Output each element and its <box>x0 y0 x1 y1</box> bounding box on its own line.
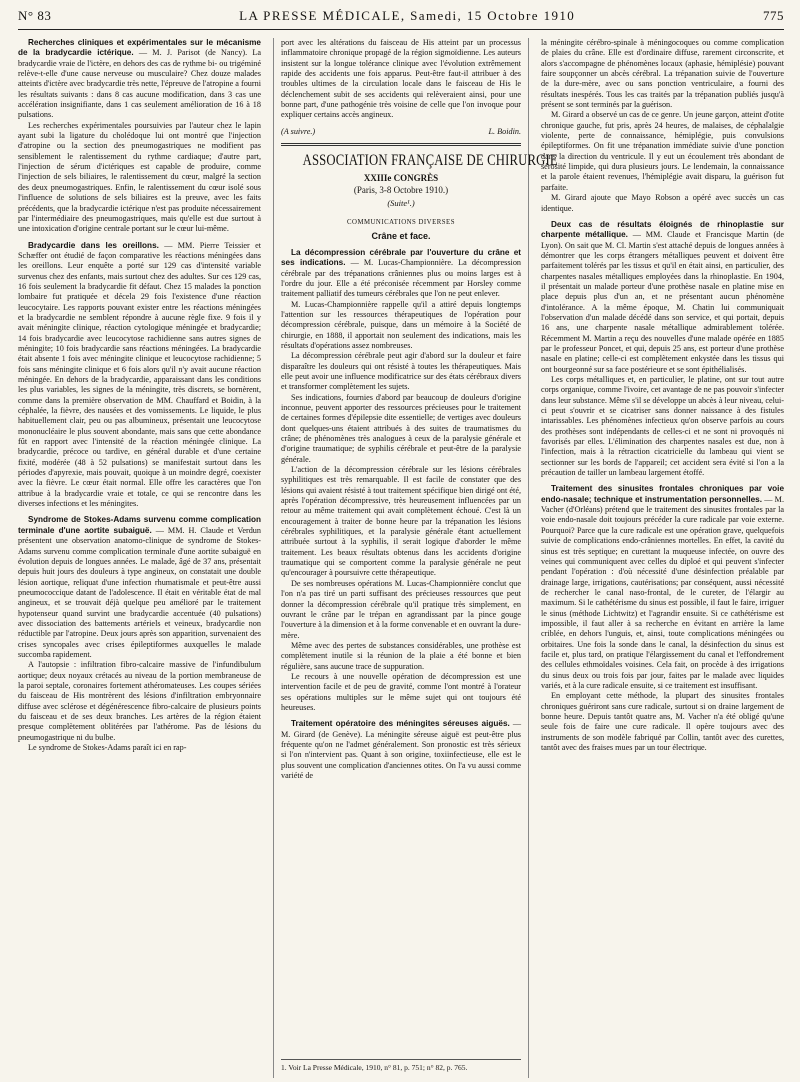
article-paragraph: Traitement des sinusites frontales chroniques par voie endo-nasale; technique et instrumentation personnelles. — M. Vacher (d'Orléans) prétend que le traitement des sinusites frontales par la voie endo-nasale doit toujours précéder la cure radicale par voie externe. Pourquoi? Parce que la cure radicale est une opération grave, quelquefois suivie de complications endo-crâniennes mortelles. En effet, la cavité du sinus est très septique; en curettant la muqueuse infectée, on ouvre des veines qui communiquent avec celles du diploé et qui peuvent s'infecter pendant l'opération : d'où nécessité d'une désinfection préalable par drainage large, irrigations, cautérisations; par conséquent, aussi nécessité de rechercher le canal naso-frontal, de le cureter, de l'élargir au maximum. Si le cathétérisme du sinus est possible, il faut le faire, irriguer le sinus (méthode Lichtwitz) et l'agrandir ensuite. Si ce cathétérisme est impossible, il faut aller à sa recherche en évitant en arrière la lame criblée, en dehors l'unguis, et, ainsi, toute complications méningées ou orbitaires. Une fois la sonde dans le canal, la désinfection du sinus est facile et, plus tard, on pratique l'élargissement du canal et l'effondrement des cellules ethmoïdales voisines. Cela fait, on procède à des irrigations du sinus deux ou trois fois par jour, faites par le malade avec liquides variés, et à la cure radicale ensuite, si ce traitement est insuffisant. <box>541 484 784 690</box>
column-left <box>18 38 261 1078</box>
article-title: Traitement des sinusites frontales chroniques par voie endo-nasale; technique et instrumentation personnelles. <box>541 484 784 504</box>
column-middle <box>273 38 558 1078</box>
article-paragraph: M. Girard a observé un cas de ce genre. Un jeune garçon, atteint d'otite chronique gauche, fut pris, après 24 heures, de malaises, de céphalalgie violente, perte de connaissance, hémiplégie, puis convulsions épileptiformes. On fit une trépanation immédiate suivie d'une ponction dans la direction du ventricule. Il y eut un écoulement très abondant de sérosité limpide, qui dura plusieurs jours. Le lendemain, la connaissance et la parole étaient revenues, l'hémiplégie avait disparu, la guérison fut parfaite. <box>541 110 784 192</box>
article-paragraph: Syndrome de Stokes-Adams survenu comme complication terminale d'une aortite subaiguë. — MM. H. Claude et Verdun présentent une observation anatomo-clinique de syndrome de Stokes-Adams survenu comme complication terminale d'une aortite subaiguë en évolution depuis de longues années. Le malade, âgé de 37 ans, présentait depuis huit jours des douleurs à type angineux, on constatait une double lésion aortique, reliquat d'une infection rhumatismale et peut-être aussi pneumococcique datant de l'adolescence. Il était en véritable état de mal angineux, et se trouvait déjà quelque peu amélioré par le traitement hypotenseur quand survint une bradycardie accentuée (40 pulsations) avec dissociation des battements artériels et veineux, bradycardie non réductible par l'atropine. Deux jours après son apparition, survenaient des crises syncopales avec crises épileptiformes auxquelles le malade succomba rapidement. <box>18 515 261 659</box>
article-title: Deux cas de résultats éloignés de rhinoplastie sur charpente métallique. <box>541 219 784 240</box>
article-paragraph: Traitement opératoire des méningites séreuses aiguës. — M. Girard (de Genève). La méningite séreuse aiguë est peut-être plus fréquente qu'on ne l'admet généralement. Son pronostic est très sérieux si l'on n'intervient pas. Quant à son origine, toxiinfectieuse, elle est le plus souvent une complication d'anciennes otites. On l'a vu aussi comme variété de <box>281 719 521 780</box>
association-title: ASSOCIATION FRANÇAISE DE CHIRURGIE <box>302 152 558 170</box>
text-columns <box>18 38 784 1078</box>
article-title: Recherches cliniques et expérimentales sur le mécanisme de la bradycardie ictérique. <box>18 38 261 58</box>
article-title: Traitement opératoire des méningites séreuses aiguës. <box>291 719 510 729</box>
article-paragraph: Ses indications, fournies d'abord par beaucoup de douleurs d'origine inconnue, peuvent apporter des ressources précieuses pour le traitement de certaines formes d'épilepsie dite essentielle; de vertiges avec douleurs dont quelques-uns étaient attribués à des suites de traumatismes du crâne; de phénomènes très analogues à ceux de la paralysie générale et d'origine traumatique; de syphilis cérébrale et peut-être de la paralysie générale. <box>281 392 521 464</box>
article-paragraph: M. Girard ajoute que Mayo Robson a opéré avec succès un cas identique. <box>541 193 784 213</box>
author-signature: L. Boidin. <box>488 126 521 136</box>
article-paragraph: port avec les altérations du faisceau de His atteint par un processus inflammatoire chronique propagé de la région sigmoïdienne. Les auteurs insistent sur la longue tolérance clinique avec l'évolution extrêmement rapide des accidents une fois apparus. Peut-être faut-il attribuer à des troubles ultimes de la circulation locale dans le faisceau de His le déclenchement subit de ses accidents qui relèveraient ainsi, pour une bonne part, d'une pathogénie très voisine de celle que l'on invoque pour expliquer certains accès angineux. <box>281 38 521 120</box>
article-paragraph: Les recherches expérimentales poursuivies par l'auteur chez le lapin ayant subi la ligature du cholédoque lui ont montré que l'injection d'atropine ou la section des pneumogastriques ne modifient pas sensiblement le ralentissement du rythme cardiaque; d'autre part, l'injection de sérum d'ictériques est capable de produire, comme l'injection de sels biliaires, le ralentissement du cœur, malgré la section des deux pneumogastriques. Enfin, le ralentissement du cœur isolé sous l'influence de solutions de sels biliaires est la preuve, avec les faits précédents, que la bradycardie ictérique n'est pas produite nécessairement par l'intermédiaire des pneumogastriques, mais qu'elle est due surtout à une intoxication d'origine centrale portant sur le cœur lui-même. <box>18 120 261 234</box>
journal-title: LA PRESSE MÉDICALE, Samedi, 15 Octobre 1910 <box>239 8 576 23</box>
article-paragraph: L'action de la décompression cérébrale sur les lésions cérébrales syphilitiques est très remarquable. Il est facile de constater que des lésions qui avaient résisté à tout traitement spécifique bien dirigé ont été, après l'opération décompressive, très heureusement influencées par un retour au même traitement qui avait complètement échoué. C'est là un encouragement à traiter de bonne heure par la trépanation les lésions cérébrales syphilitiques, et la paralysie générale étant actuellement attribuée surtout à la syphilis, il serait logique d'aborder le même traitement. Les beaux résultats obtenus dans les accidents d'origine traumatique qui se comportent comme la paralysie générale ne peut qu'encourager à poursuivre cette thérapeutique. <box>281 465 521 578</box>
article-paragraph: La décompression cérébrale peut agir d'abord sur la douleur et faire disparaître les douleurs qui ont résisté à toutes les thérapeutiques. Mais elle peut avoir une influence modificatrice sur des états cérébraux divers et transformer complètement les sujets. <box>281 351 521 392</box>
article-paragraph: Le recours à une nouvelle opération de décompression est une intervention facile et de peu de gravité, comme l'ont montré à l'orateur ses opérations multiples sur le même sujet qui ont toujours été heureuses. <box>281 671 521 712</box>
congress-number: XXIIIe CONGRÈS <box>363 173 439 184</box>
article-paragraph: En employant cette méthode, la plupart des sinusites frontales chroniques guériront sans cure radicale, surtout si on draine largement de bonne heure. Depuis tantôt quatre ans, M. Vacher n'a été obligé qu'une seule fois de faire une cure radicale. Il opère toujours avec des instruments de son modèle fabriqué par Collin, tantôt avec des curettes, tantôt avec des fraises mues par un tour électrique. <box>541 691 784 753</box>
page-header <box>18 8 784 30</box>
article-paragraph: Les corps métalliques et, en particulier, le platine, ont sur tout autre corps organique, comme l'ivoire, cet avantage de ne pas pouvoir s'infecter dans leur substance. Même s'il se développe un abcès à leur niveau, celui-ci peut s'ouvrir et se cicatriser sans donner naissance à des fistules intarissables. Les phénomènes infectieux qu'on observe parfois au cours des prothèses sont indépendants de celles-ci et ne sont ni provoqués ni favorisés par elles. L'élimination des charpentes nasales est due, non à l'infection, mais à la rétraction cicatricielle du lambeau qui vient se sectionner sur les bords de l'appareil; cet accident sera évité si l'on a la précaution de tailler un lambeau largement étoffé. <box>541 375 784 478</box>
article-paragraph: M. Lucas-Championnière rappelle qu'il a attiré depuis longtemps l'attention sur les ressources thérapeutiques de l'opération pour décompression cérébrale, puisque, dans un mémoire à la Société de chirurgie, en 1888, il apportait non seulement des indications, mais les résultats d'opérations assez nombreuses. <box>281 299 521 350</box>
article-paragraph: Bradycardie dans les oreillons. — MM. Pierre Teissier et Schæffer ont étudié de façon comparative les réactions méningées dans les oreillons. Leur enquête a porté sur 129 cas d'intensité variable survenus chez des enfants, mais surtout chez des adultes. Sur ces 129 cas, 16 fois seulement la bradycardie fit défaut. Chez 15 malades la ponction lombaire fut pratiquée et décela 29 fois l'existence d'une réaction leucocytaire. Les rapports pouvant exister entre les réactions méningées et la bradycardie ne semblent répondre à aucune règle fixe. 9 fois il y avait méningite clinique, réaction cytologique méningée et bradycardie; 14 fois bradycardie avec leucocytose rachidienne sans autres signes de méningite; 10 fois bradycardie sans réactions méningées. La bradycardie était absente 1 fois avec méningite clinique et leucocytose rachidienne; 5 fois sans méningite clinique et 6 fois alors qu'il n'y avait aucune réaction méningée. En dehors de la bradycardie, apparaissant dans les conditions les plus variables, les signes de la méningite, très discrets, se bornèrent, comme dans la première observation de MM. Chauffard et Boidin, à la céphalée, la fièvre, des nausées et des vomissements. Le liquide, le plus habituellement clair, peu ou pas albumineux, présentait une leucocytose mononucléaire le plus souvent abondante, mais sans que cette abondance fût en rapport avec l'intensité de la réaction méningée clinique. La bradycardie, précoce ou tardive, en général durable et d'une certaine fixité, modérée (48 à 52 pulsations) se manifestait surtout dans les périodes d'apyrexie, mais pouvait, quoique à un moindre degré, coexister avec la fièvre. Le cœur était normal. Elle offre les caractères que l'on attribue à la bradycardie vraie et totale, ce qui se rencontre dans les diverses infections et les méningites. <box>18 240 262 509</box>
article-title: La décompression cérébrale par l'ouverture du crâne et ses indications. <box>281 247 521 268</box>
to-be-continued: (A suivre.) <box>281 126 316 136</box>
article-paragraph: la méningite cérébro-spinale à méningocoques ou comme complication de plaies du crâne. Elle est d'ordinaire diffuse, rarement circonscrite, et alors s'accompagne de phénomènes locaux (aphasie, hémiplésie) pouvant faire soupçonner un abcès cérébral. La trépanation suivie de l'ouverture de la dure-mère, avec ou sans ponction ventriculaire, a fourni des résultats inespérés. Tous les cas traités par la trépanation publiés jusqu'à présent se sont terminés par la guérison. <box>541 38 784 110</box>
congress-dates: (Paris, 3-8 Octobre 1910.) <box>353 185 449 196</box>
article-title: Syndrome de Stokes-Adams survenu comme complication terminale d'une aortite subaiguë. <box>18 515 261 535</box>
issue-number: N° 83 <box>18 8 52 23</box>
section-divider <box>281 143 521 146</box>
association-heading <box>281 152 558 208</box>
page-number: 775 <box>762 8 784 23</box>
column-right <box>541 38 784 1078</box>
article-title: Bradycardie dans les oreillons. <box>28 240 159 250</box>
signature-line <box>281 127 521 137</box>
article-paragraph: Le syndrome de Stokes-Adams paraît ici en rap- <box>28 743 187 753</box>
article-paragraph: La décompression cérébrale par l'ouverture du crâne et ses indications. — M. Lucas-Championnière. La décompression cérébrale par des trépanations crâniennes plus ou moins larges est à l'ordre du jour. Elle a été préconisée récemment par Horsley comme traitement palliatif des tumeurs cérébrales que l'on ne peut enlever. <box>281 247 522 299</box>
article-paragraph: Recherches cliniques et expérimentales sur le mécanisme de la bradycardie ictérique. — M. J. Parisot (de Nancy). La bradycardie vraie de l'ictère, en dehors des cas de rythme bi- ou trigéminé relève-t-elle d'une cause nerveuse ou musculaire? Chez douze malades atteints d'ictère avec bradycardie très nette, l'épreuve de l'atropine a fourni les résultats suivants : dans 8 cas aucune modification, dans 3 cas une accélération insignifiante, dans 1 cas seulement amélioration de 16 à 18 pulsations. <box>18 38 262 120</box>
article-paragraph: Deux cas de résultats éloignés de rhinoplastie sur charpente métallique. — MM. Claude et Francisque Martin (de Lyon). On sait que M. Cl. Martin s'est attaché depuis de longues années à démontrer que les corps étrangers métalliques peuvent et doivent être parfaitement tolérés par les tissus et qu'il en était ainsi, en particulier, des charpentes nasales métalliques employées dans la rhinoplastie. En 1904, il présentait un malade porteur d'une prothèse nasale en platine mise en place depuis plus d'un an, et ne présentant aucun phénomène d'intolérance. A la même époque, M. Chatin lui communiquait l'observation d'un malade décédé dans son service, et qui portait, depuis 16 ans, une charpente nasale métallique admirablement tolérée. Récemment M. Martin a reçu des nouvelles d'une malade opérée en 1885 par le professeur Poncet, et qui, depuis 25 ans, est porteur d'une prothèse nasale en platine; celle-ci est complètement enkystée dans les tissus qui ont bourgeonné sur sa face postérieure et se sont épithélialisés. <box>541 219 784 374</box>
section-heading: Crâne et face. <box>371 231 431 242</box>
continued-label: (Suite¹.) <box>387 197 415 208</box>
article-paragraph: Même avec des pertes de substances considérables, une prothèse est complètement inutile si la réunion de la plaie a été bonne et bien régulière, sans aucune trace de suppuration. <box>281 640 521 671</box>
article-paragraph: A l'autopsie : infiltration fibro-calcaire massive de l'infundibulum aortique; deux noyaux crétacés au niveau de la portion membraneuse de la paroi septale, coronaires fortement athéromateuses. Les coupes sériées du faisceau de His montrèrent des lésions d'infiltration embryonnaire diffuse avec sclérose et dégénérescence fibro-calcaire de plusieurs points du faisceau et de ses deux branches. Les artères de la région étaient presque complètement oblitérées par l'athérome. Pas de lésions du pneumogastrique ni du bulbe. <box>18 660 261 742</box>
article-paragraph: De ses nombreuses opérations M. Lucas-Championnière conclut que l'on n'a pas tiré un parti suffisant des précieuses ressources que peut donner la décompression cérébrale qu'il pratique très simplement, en ouvrant le crâne par le trépan en agrandissant par la pince gouge l'ouverture à la dimension et à la forme convenable et en ouvrant la dure-mère. <box>281 578 521 640</box>
communications-heading: COMMUNICATIONS DIVERSES <box>347 219 455 227</box>
footnote: 1. Voir La Presse Médicale, 1910, n° 81, p. 751; n° 82, p. 765. <box>281 1059 521 1073</box>
